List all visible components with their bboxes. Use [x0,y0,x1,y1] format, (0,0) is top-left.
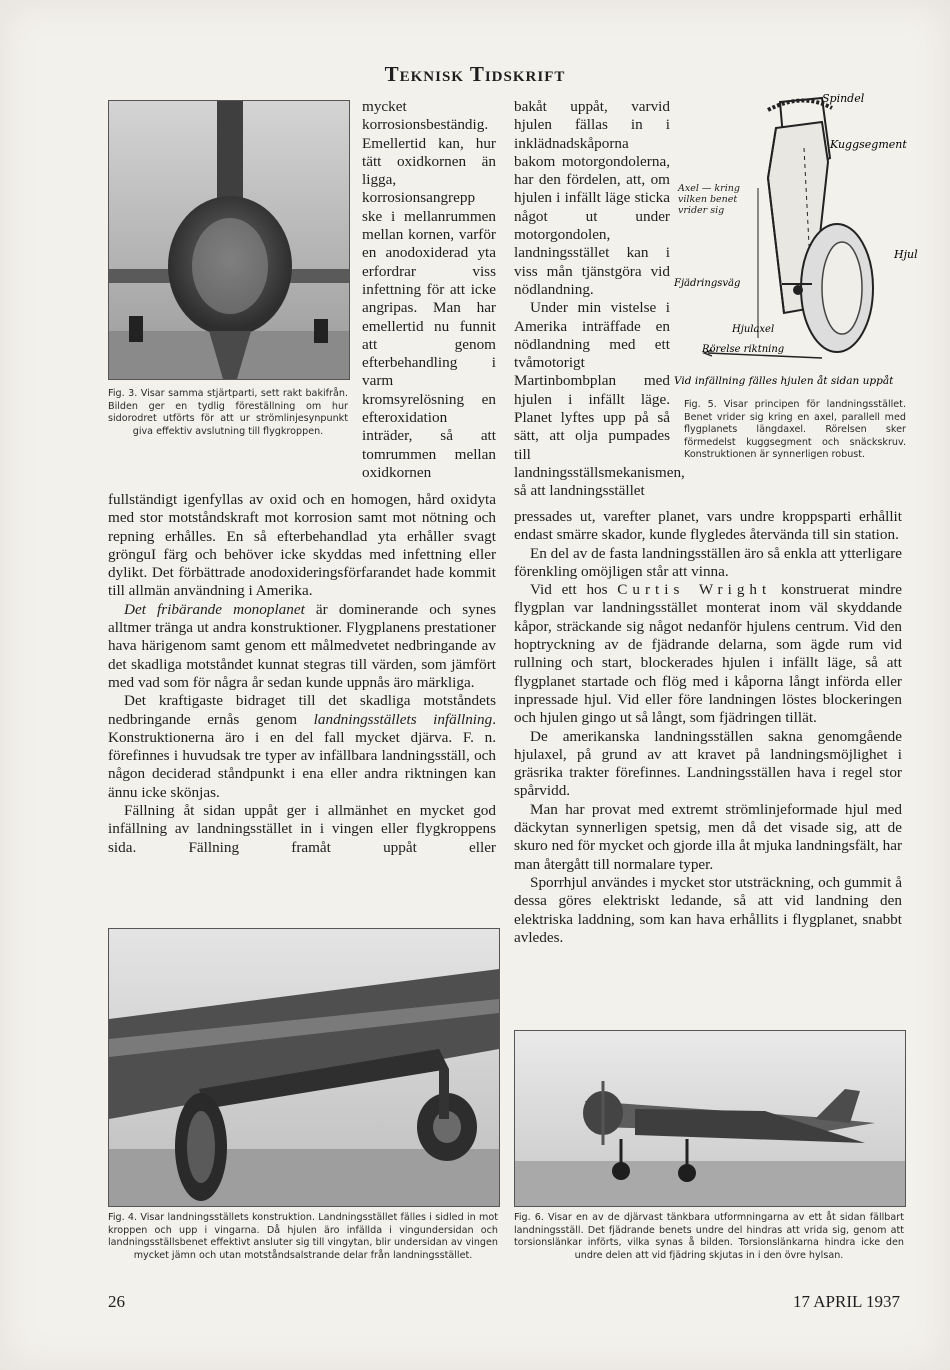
paragraph [514,581,902,727]
text-span: är dominerande och synes alltmer tränga ut andra konstruktioner. Flygplanens prestationer hava härigenom samt genom ett målmedvetet nedbringande av det skadliga motståndet kunnat stegras till värden, som jämfört med vad som för några år sedan kunde uppnås äro märkliga. [108,600,497,691]
paragraph [108,601,496,692]
label-spindel: Spindel [822,92,865,105]
figure-3-caption: Fig. 3. Visar samma stjärtparti, sett rakt bakifrån. Bilden ger en tydlig föreställning om hur sidorodret utförts för att ur strömlinjesynpunkt giva effektiv avslutning till flygkroppen. [108,388,348,437]
label-axel: Axel — kring vilken benet vrider sig [678,183,740,216]
label-hjul: Hjul [894,248,918,261]
paragraph: fullständigt igenfyllas av oxid och en homogen, hård oxidyta med stor motståndskraft mot korrosion samt mot nötning och repning erhålles. En så efterbehandlad yta erhåller svagt grönguI färg och behöver icke skyddas med infettning eller dylikt. Det förbättrade anodoxideringsförfarandet hade kommit till allmän användning i Amerika. [108,491,496,600]
label-kuggsegment: Kuggsegment [830,138,907,151]
italic-term: Det fribärande monoplanet [124,600,305,618]
paragraph: En del av de fasta landningsställen äro så enkla att ytterligare förenkling omöjligen står att vinna. [514,544,902,580]
paragraph: De amerikanska landningsställen sakna genomgående hjulaxel, på grund av att kravet på landningsmöjlighet i gräsrika trakter förefinnes. Landningsställen hava i regel stor spårvidd. [514,727,902,800]
paragraph: mycket korrosionsbeständig. Emellertid kan, hur tätt oxidkornen än ligga, korrosionsangrepp ske i mellanrummen mellan kornen, varför en anodoxiderad yta erfordrar viss infettning för att icke angripas. Man har emellertid nu funnit att genom efterbehandling i varm kromsyrelösning en efteroxidation inträder, så att tomrummen mellan oxidkornen [362,98,496,481]
column-right-middle [514,98,685,501]
label-bottom: Vid infällning fälles hjulen åt sidan uppåt [674,375,894,387]
label-fjadringsvag: Fjädringsväg [674,278,741,289]
figure-4-photo [108,928,500,1207]
paragraph: pressades ut, varefter planet, vars undre kroppsparti erhållit endast smärre skador, kunde flygledes återvända till sin station. [514,508,902,544]
figure-6-photo [514,1030,906,1207]
label-rorelse: Rörelse riktning [702,344,785,355]
text-span: . Konstruktionerna äro i en del fall mycket djärva. F. n. förefinnes i huvudsak tre typer av infällbara landningsställ, och någon deciderad ståndpunkt i ena eller andra riktningen kan ännu icke skönjas. [108,710,497,801]
figure-6-caption: Fig. 6. Visar en av de djärvast tänkbara utformningarna av ett åt sidan fällbart landningsställ. Det fjädrande benets undre del hindras att vrida sig, genom att torsionslänkar införts, vilka synas å bilden. Torsionslänkarna hindra icke den undre delen att vid fjädring skjutas in i den övre hylsan. [514,1212,904,1261]
paragraph: Man har provat med extremt strömlinjeformade hjul med däckytan synnerligen spetsig, men då det visade sig, att de skuro ned för mycket och gjorde illa åt mjuka landningsfält, har man återgått till normalare typer. [514,800,902,873]
figure-5-caption: Fig. 5. Visar principen för landningsstället. Benet vrider sig kring en axel, parallell med flygplanets längdaxel. Rörelsen sker förmedelst kuggsegment och snäckskruv. Konstruktionen är synnerligen robust. [684,399,906,461]
italic-term: landningsställets infällning [313,710,493,728]
paragraph: Under min vistelse i Amerika inträffade en nödlandning med ett tvåmotorigt Martinbombplan med hjulen i infällt läge. Planet lyftes upp på så sätt, att olja pumpades till landningsställsmekanismen, så att landningsstället [514,299,685,500]
column-left [108,491,496,857]
figure-5-diagram [672,88,934,392]
column-middle [362,98,496,482]
paragraph: Sporrhjul användes i mycket stor utsträckning, och gummit å dessa göres elektriskt ledande, så att vid landning den elektriska laddning, som kan hava erhållits i flygplanet, snabbt avledes. [514,873,902,946]
paragraph: bakåt uppåt, varvid hjulen fällas in i inklädnadskåporna bakom motorgondolerna, har den fördelen, att, om hjulen i infällt läge sticka något ut under motorgondolen, landningsstället kan i viss mån tjänstgöra vid nödlandning. [514,98,670,298]
issue-date: 17 APRIL 1937 [792,1292,900,1311]
journal-title: Teknisk Tidskrift [384,62,566,86]
paragraph: Fällning åt sidan uppåt ger i allmänhet en mycket god infällning av landningsstället in i vingen eller flygkroppens sida. Fällning framåt uppåt eller [108,802,496,856]
column-right [514,508,902,947]
text-span: konstruerat mindre flygplan var landningsstället monterat inom väl skyddande kåpor, sträckande sig något nedanför hjulens centrum. Vid den hoptryckning av de fjädrande delarna, som ägde rum vid rullning och start, blockerades hjulen i infällt läge, så att flygplanet startade och flög med i kåporna långt införda eller inpressade hjul. Vid eller före landningen löstes blockeringen och hjulen gingo ut så långt, som fjädringen tillät. [514,581,902,727]
page-number: 26 [108,1292,125,1311]
figure-4-caption: Fig. 4. Visar landningsställets konstruktion. Landningsstället fälles i sidled in mot kroppen och upp i vingarna. Då hjulen äro infällda i vingundersidan och landningsställsbenet effektivt ansluter sig till vingytan, blir undersidan av vingen mycket jämn och utan motståndsalstrande delar från landningsstället. [108,1212,498,1261]
company-name: Curtis Wright [617,581,772,599]
figure-3-photo [108,100,350,380]
paragraph [108,692,496,802]
text-span: Vid ett hos [530,581,618,599]
label-hjulaxel: Hjulaxel [732,324,775,335]
text-span: Det kraftigaste bidraget till det skadliga motståndets nedbringande ernås genom [108,692,496,728]
